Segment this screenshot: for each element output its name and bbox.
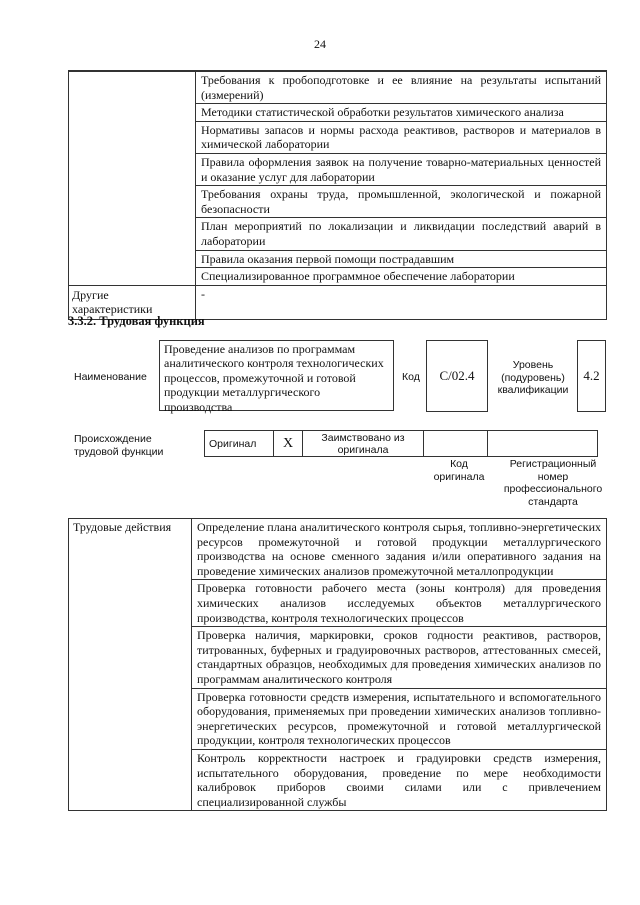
registration-caption: Регистрационный номер профессионального стандарта bbox=[503, 458, 603, 508]
page-number: 24 bbox=[314, 37, 326, 51]
qualification-level-label: Уровень (подуровень) квалификации bbox=[497, 359, 569, 397]
knowledge-item: План мероприятий по локализации и ликвидации последствий аварий в лаборатории bbox=[196, 218, 607, 250]
knowledge-item: Методики статистической обработки результатов химического анализа bbox=[196, 104, 607, 122]
original-label: Оригинал bbox=[205, 431, 274, 457]
name-label: Наименование bbox=[74, 371, 147, 383]
knowledge-table bbox=[68, 70, 607, 320]
labor-action-item: Проверка готовности рабочего места (зоны контроля) для проведения химических анализов исследуемых объектов металлургического производства, контроля технологических процессов bbox=[192, 580, 607, 627]
knowledge-label-cell bbox=[69, 72, 196, 286]
section-title: 3.3.2. Трудовая функция bbox=[68, 314, 205, 328]
borrowed-label: Заимствовано из оригинала bbox=[303, 431, 424, 457]
labor-action-item: Проверка готовности средств измерения, испытательного и вспомогательного оборудования, применяемых при проведении химических анализов топливно-энергетических ресурсов, промежуточной и готовой металлургической продукции, контроля технологических процессов bbox=[192, 688, 607, 749]
origin-label: Происхождение трудовой функции bbox=[74, 433, 164, 458]
qualification-level bbox=[577, 340, 606, 412]
qualification-level-value: 4.2 bbox=[583, 368, 600, 383]
labor-action-item: Проверка наличия, маркировки, сроков годности реактивов, растворов, титрованных, буферных и градуировочных растворов, аттестованных смесей, стандартных образцов, необходимых для проведения химических анализов по программам аналитического контроля bbox=[192, 627, 607, 688]
other-characteristics-value: - bbox=[196, 285, 607, 319]
labor-action-item: Контроль корректности настроек и градуировки средств измерения, испытательного оборудования, проведение по мере необходимости калибровок приборов своими силами или с привлечением специализированной службы bbox=[192, 749, 607, 810]
knowledge-item: Специализированное программное обеспечение лаборатории bbox=[196, 268, 607, 286]
code-label: Код bbox=[402, 371, 420, 383]
knowledge-item: Требования охраны труда, промышленной, экологической и пожарной безопасности bbox=[196, 186, 607, 218]
original-mark: X bbox=[274, 431, 303, 457]
knowledge-item: Правила оказания первой помощи пострадавшим bbox=[196, 250, 607, 268]
function-code-value: C/02.4 bbox=[439, 368, 475, 383]
origin-table bbox=[204, 430, 598, 457]
code-caption: Код оригинала bbox=[433, 458, 485, 483]
labor-action-item: Определение плана аналитического контроля сырья, топливно-энергетических ресурсов промежуточной и готовой продукции металлургического производства на основе сменного задания и/или оперативного задания на проведение химических анализов промежуточной металлопродукции bbox=[192, 519, 607, 580]
registration-number-cell bbox=[488, 431, 598, 457]
other-characteristics-label: Другие характеристики bbox=[69, 285, 196, 319]
function-name: Проведение анализов по программам аналитического контроля технологических процессов, промежуточной и готовой продукции металлургического производства bbox=[159, 340, 394, 411]
knowledge-item: Нормативы запасов и нормы расхода реактивов, растворов и материалов в химической лаборатории bbox=[196, 121, 607, 153]
function-code bbox=[426, 340, 488, 412]
knowledge-item: Требования к пробоподготовке и ее влияние на результаты испытаний (измерений) bbox=[196, 72, 607, 104]
labor-actions-label: Трудовые действия bbox=[69, 519, 192, 811]
original-code-cell bbox=[424, 431, 488, 457]
knowledge-item: Правила оформления заявок на получение товарно-материальных ценностей и оказание услуг для лаборатории bbox=[196, 153, 607, 185]
labor-actions-table bbox=[68, 518, 607, 811]
